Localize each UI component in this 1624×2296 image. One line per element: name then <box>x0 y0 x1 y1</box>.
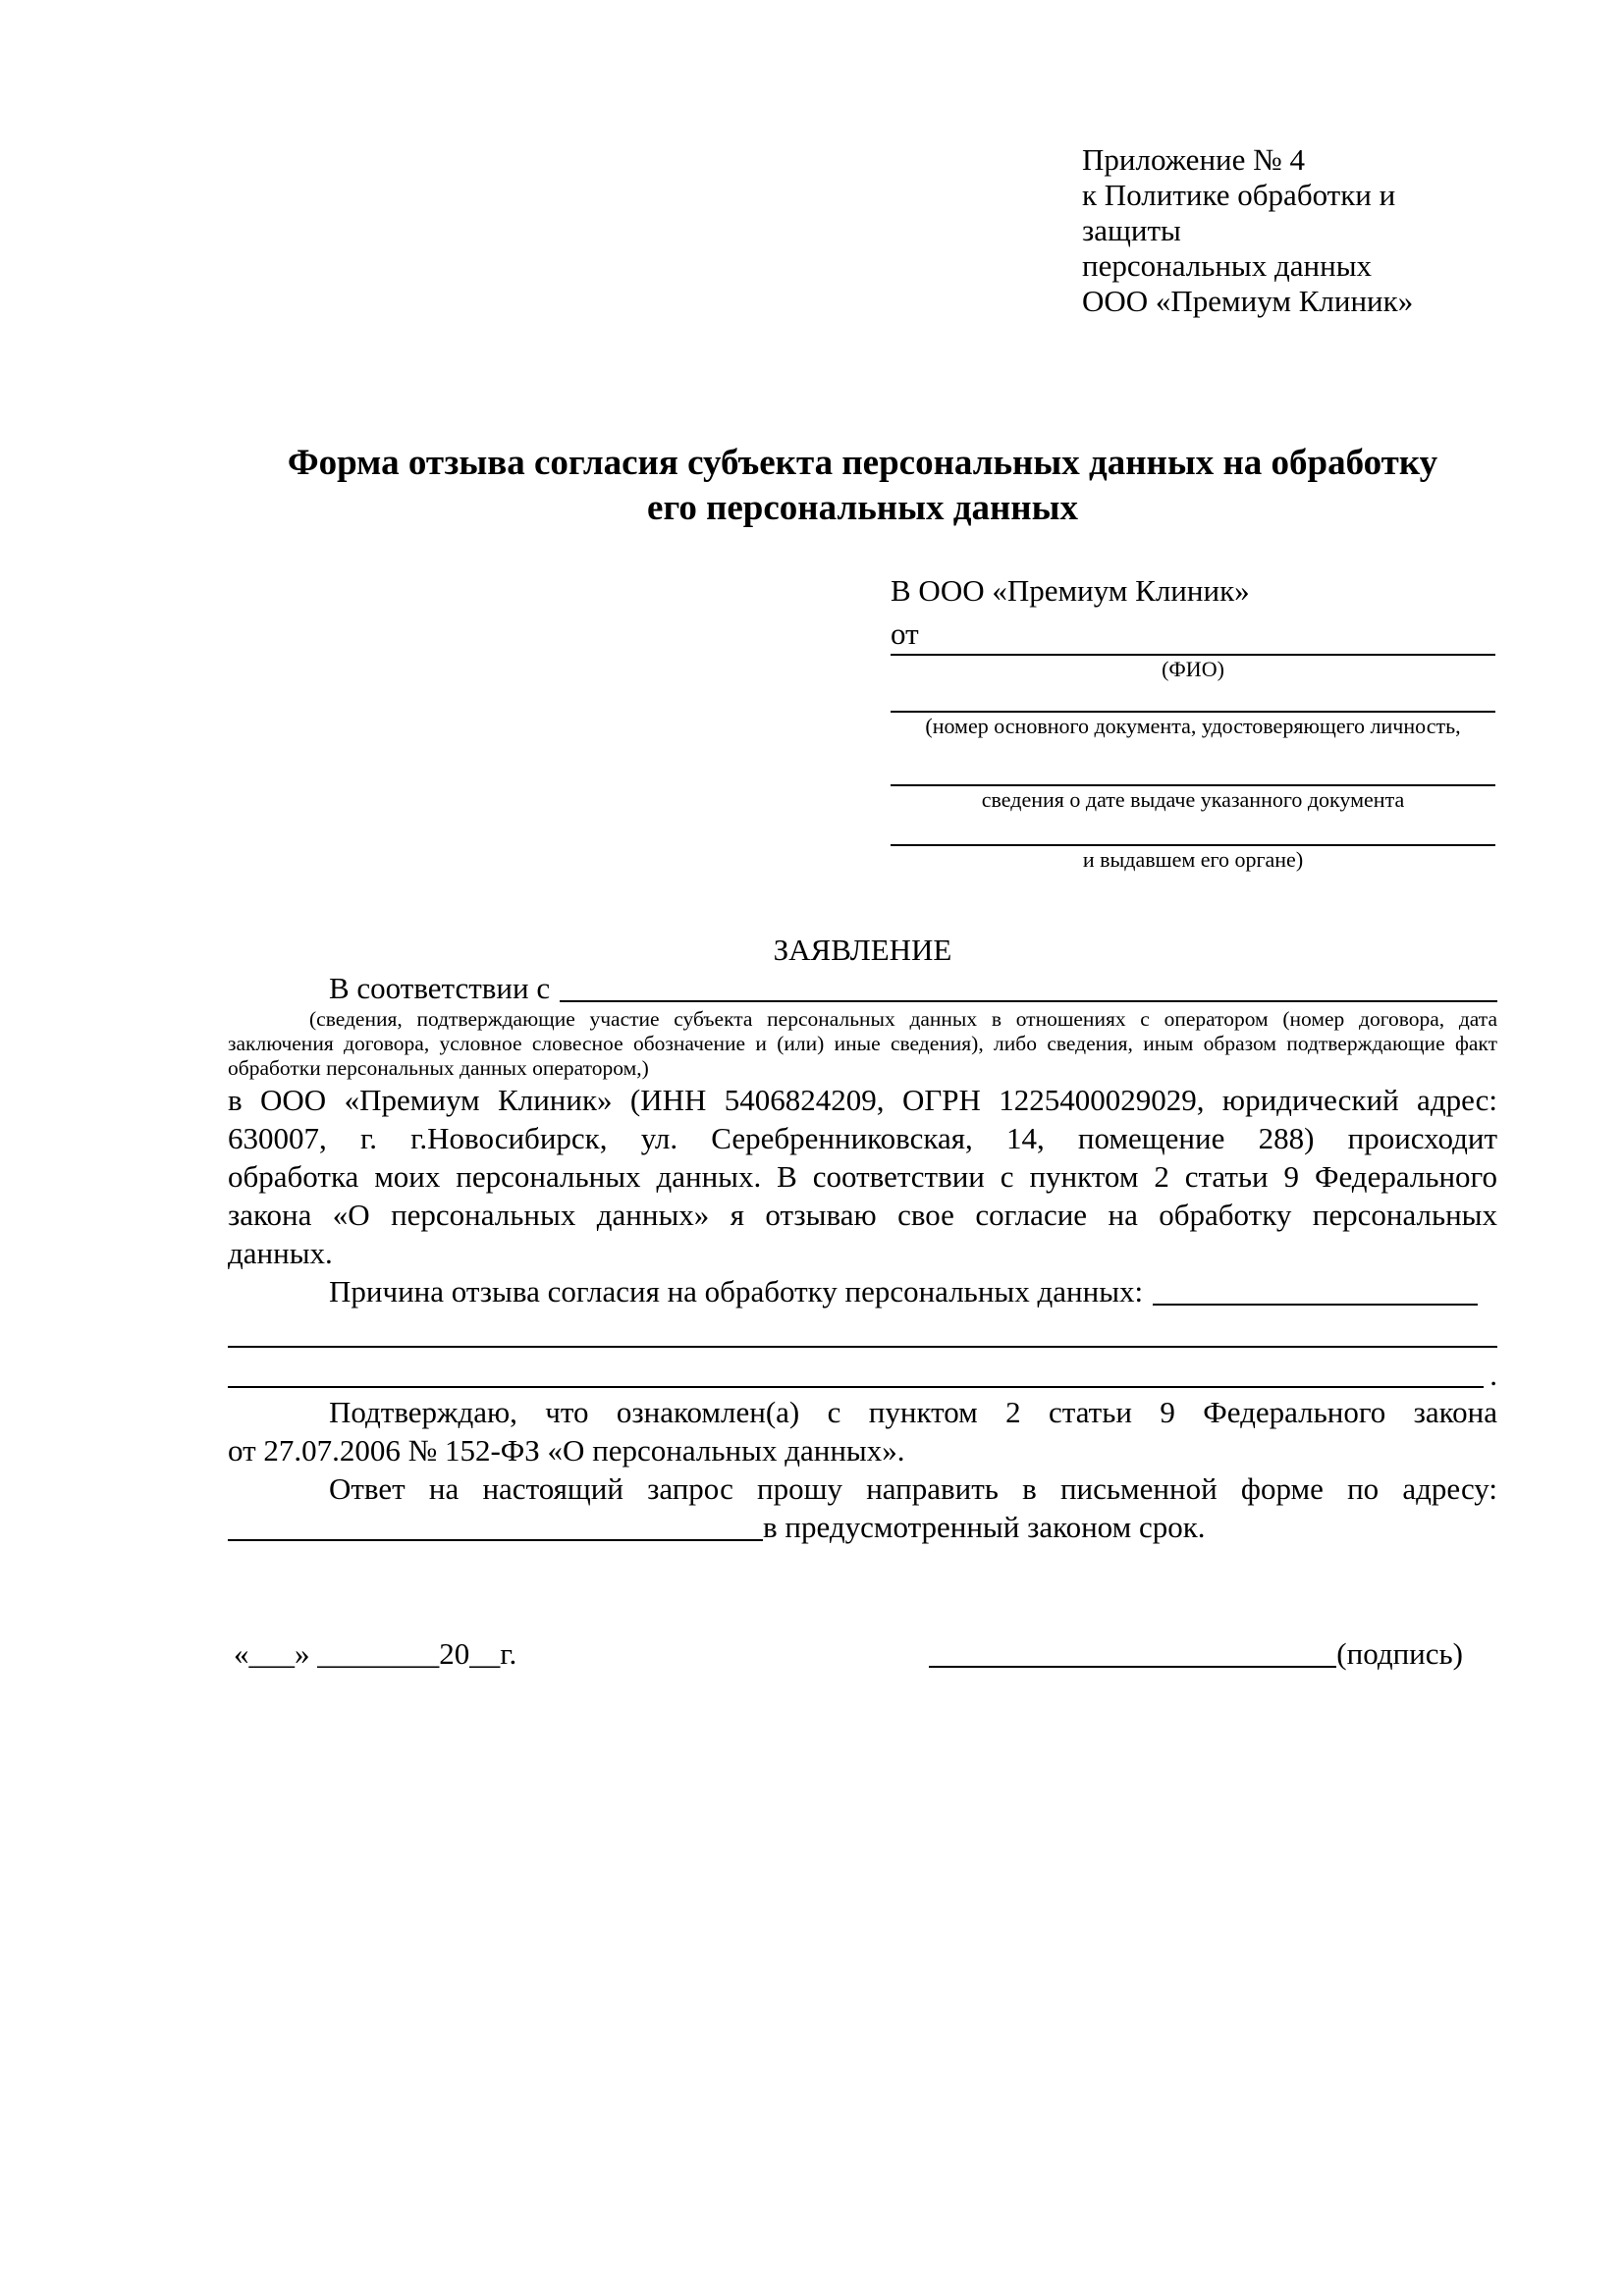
reason-label: Причина отзыва согласия на обработку персональных данных: <box>329 1274 1144 1308</box>
recipient-from-label: от <box>891 616 919 651</box>
intro-line <box>228 969 1497 1007</box>
fine-print <box>228 1007 1497 1081</box>
appendix-header-line: к Политике обработки и защиты <box>1082 178 1396 247</box>
response-request-line: Ответ на настоящий запрос прошу направить в письменной форме по адресу: <box>329 1471 1497 1506</box>
date-blank-text: «___» ________20__г. <box>234 1636 517 1671</box>
confirm-line: от 27.07.2006 № 152-ФЗ «О персональных данных». <box>228 1433 905 1468</box>
issuer-blank-line <box>891 813 1495 846</box>
body-paragraph <box>228 1081 1497 1272</box>
appendix-header <box>1082 142 1497 319</box>
document-number-blank-line <box>891 682 1495 713</box>
intro-blank-line <box>560 1000 1497 1002</box>
response-tail-text: в предусмотренный законом срок. <box>763 1510 1206 1544</box>
body-line: в ООО «Премиум Клиник» (ИНН 5406824209, ОГРН 1225400029029, юридический адрес: <box>228 1083 1497 1117</box>
recipient-block <box>891 567 1495 873</box>
response-address-line <box>228 1508 1497 1546</box>
fio-caption: (ФИО) <box>1162 657 1224 681</box>
issuer-caption: и выдавшем его органе) <box>1082 847 1304 872</box>
issue-date-blank-line <box>891 739 1495 786</box>
reason-continuation-line-1 <box>228 1310 1497 1353</box>
document-title-line: Форма отзыва согласия субъекта персональных данных на обработку <box>287 443 1438 483</box>
confirm-paragraph <box>228 1393 1497 1469</box>
fine-print-line: заключения договора, условное словесное обозначение и (или) иные сведения), либо сведения, иным образом подтверждающие факт <box>228 1032 1497 1055</box>
issue-date-caption: сведения о дате выдаче указанного документа <box>981 787 1405 812</box>
reason-continuation-line-2 <box>228 1353 1497 1393</box>
intro-text: В соответствии с <box>329 971 551 1005</box>
fine-print-line: обработки персональных данных оператором,) <box>228 1056 649 1080</box>
document-title-line: его персональных данных <box>647 488 1078 528</box>
signature-area <box>929 1634 1463 1673</box>
confirm-line: Подтверждаю, что ознакомлен(а) с пунктом 2 статьи 9 Федерального закона <box>329 1395 1497 1429</box>
recipient-organization: В ООО «Премиум Клиник» <box>891 573 1250 608</box>
fine-print-line: (сведения, подтверждающие участие субъекта персональных данных в отношениях с оператором (номер договора, дата <box>309 1007 1497 1031</box>
appendix-header-line: персональных данных <box>1082 248 1373 283</box>
body-line: данных. <box>228 1236 333 1270</box>
reason-blank-line <box>1153 1304 1478 1306</box>
body-line: 630007, г. г.Новосибирск, ул. Серебренниковская, 14, помещение 288) происходит <box>228 1121 1497 1155</box>
statement-heading: ЗАЯВЛЕНИЕ <box>773 933 952 967</box>
appendix-header-line: Приложение № 4 <box>1082 142 1305 177</box>
body-line: закона «О персональных данных» я отзываю свое согласие на обработку персональных <box>228 1198 1497 1232</box>
document-title <box>228 441 1497 531</box>
body-line: обработка моих персональных данных. В соответствии с пунктом 2 статьи 9 Федерального <box>228 1159 1497 1194</box>
date-signature-row <box>228 1634 1497 1673</box>
signature-blank-line <box>929 1666 1336 1668</box>
document-number-caption: (номер основного документа, удостоверяющего личность, <box>925 714 1461 738</box>
response-address-blank-line <box>228 1539 763 1541</box>
end-period: . <box>1489 1358 1497 1392</box>
appendix-header-line: ООО «Премиум Клиник» <box>1082 284 1414 318</box>
signature-caption: (подпись) <box>1336 1636 1463 1671</box>
reason-line <box>228 1272 1497 1310</box>
reason-continuation-blank-1 <box>228 1346 1497 1348</box>
reason-continuation-blank-2 <box>228 1386 1484 1388</box>
